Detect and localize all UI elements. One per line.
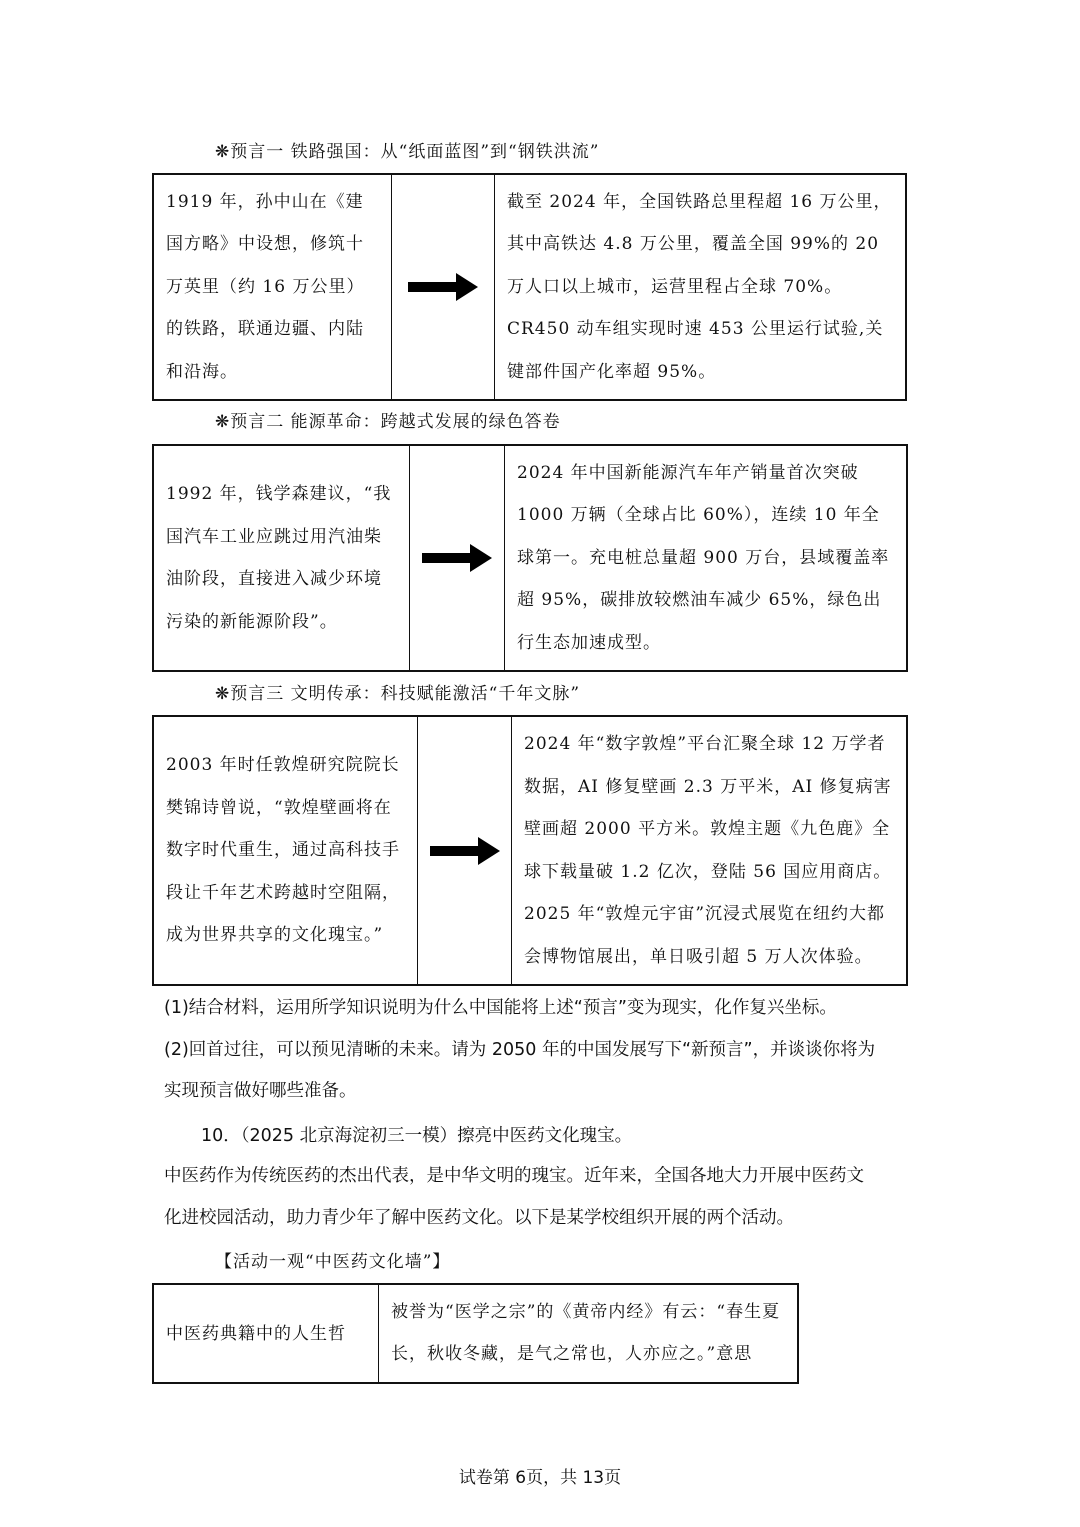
activity-1-title: 【活动一观“中医药文化墙”】: [215, 1252, 451, 1272]
prophecy-1-title: ❋预言一 铁路强国：从“纸面蓝图”到“钢铁洪流”: [215, 142, 600, 162]
prophecy-3-past-text: 2003 年时任敦煌研究院院长樊锦诗曾说，“敦煌壁画将在数字时代重生，通过高科技手段让千年艺术跨越时空阻隔，成为世界共享的文化瑰宝。”: [166, 755, 400, 946]
question-2-line-1: (2)回首过往，可以预见清晰的未来。请为 2050 年的中国发展写下“新预言”，并谈谈你将为: [164, 1040, 876, 1060]
page-footer: 试卷第 6页，共 13页: [458, 1468, 622, 1488]
prophecy-3-present-text: 2024 年“数字敦煌”平台汇聚全球 12 万学者数据，AI 修复壁画 2.3 万平米，AI 修复病害壁画超 2000 平方米。敦煌主题《九色鹿》全球下载量破 1.2 亿次，登陆 56 国应用商店。2025 年“敦煌元宇宙”沉浸式展览在纽约大都会博物馆展出，单日吸引超 5 万人次体验。: [524, 734, 892, 967]
question-2-line-2: 实现预言做好哪些准备。: [164, 1081, 357, 1101]
question-10-heading: 10．（2025 北京海淀初三一模）擦亮中医药文化瑰宝。: [201, 1126, 633, 1146]
prophecy-2-present-text: 2024 年中国新能源汽车年产销量首次突破 1000 万辆（全球占比 60%），连续 10 年全球第一。充电桩总量超 900 万台，县域覆盖率超 95%，碳排放较燃油车减少 65%，绿色出行生态加速成型。: [517, 462, 890, 653]
activity-1-right-text: 被誉为“医学之宗”的《黄帝内经》有云：“春生夏长，秋收冬藏，是气之常也，人亦应之。”意思: [391, 1302, 781, 1364]
activity-1-table: [152, 1283, 799, 1384]
activity-1-right-cell: [379, 1285, 797, 1382]
prophecy-1-table: [152, 173, 907, 401]
prophecy-1-present-cell: [495, 175, 905, 399]
prophecy-2-title: ❋预言二 能源革命：跨越式发展的绿色答卷: [215, 412, 561, 432]
prophecy-3-title: ❋预言三 文明传承：科技赋能激活“千年文脉”: [215, 684, 581, 704]
prophecy-1-arrow-cell: [392, 175, 495, 399]
prophecy-1-past-cell: [154, 175, 392, 399]
right-arrow-icon: [422, 544, 492, 572]
question-10-intro-line-2: 化进校园活动，助力青少年了解中医药文化。以下是某学校组织开展的两个活动。: [164, 1208, 794, 1228]
question-10-intro-line-1: 中医药作为传统医药的杰出代表，是中华文明的瑰宝。近年来，全国各地大力开展中医药文: [164, 1166, 864, 1186]
prophecy-2-past-cell: [154, 446, 410, 670]
right-arrow-icon: [408, 273, 478, 301]
activity-1-left-cell: [154, 1285, 379, 1382]
prophecy-2-present-cell: [505, 446, 906, 670]
prophecy-3-table: [152, 715, 908, 986]
prophecy-2-past-text: 1992 年，钱学森建议，“我国汽车工业应跳过用汽油柴油阶段，直接进入减少环境污染的新能源阶段”。: [166, 484, 392, 632]
prophecy-3-past-cell: [154, 717, 418, 984]
prophecy-1-past-text: 1919 年，孙中山在《建国方略》中设想，修筑十万英里（约 16 万公里）的铁路，联通边疆、内陆和沿海。: [166, 191, 365, 382]
question-1: (1)结合材料，运用所学知识说明为什么中国能将上述“预言”变为现实，化作复兴坐标。: [164, 998, 837, 1018]
right-arrow-icon: [430, 837, 500, 865]
prophecy-2-table: [152, 444, 908, 672]
prophecy-3-present-cell: [512, 717, 906, 984]
prophecy-3-arrow-cell: [418, 717, 512, 984]
prophecy-1-present-text: 截至 2024 年，全国铁路总里程超 16 万公里，其中高铁达 4.8 万公里，覆盖全国 99%的 20 万人口以上城市，运营里程占全球 70%。CR450 动车组实现时速 453 公里运行试验,关键部件国产化率超 95%。: [507, 191, 892, 382]
activity-1-left-text: 中医药典籍中的人生哲: [166, 1323, 346, 1344]
prophecy-2-arrow-cell: [410, 446, 505, 670]
